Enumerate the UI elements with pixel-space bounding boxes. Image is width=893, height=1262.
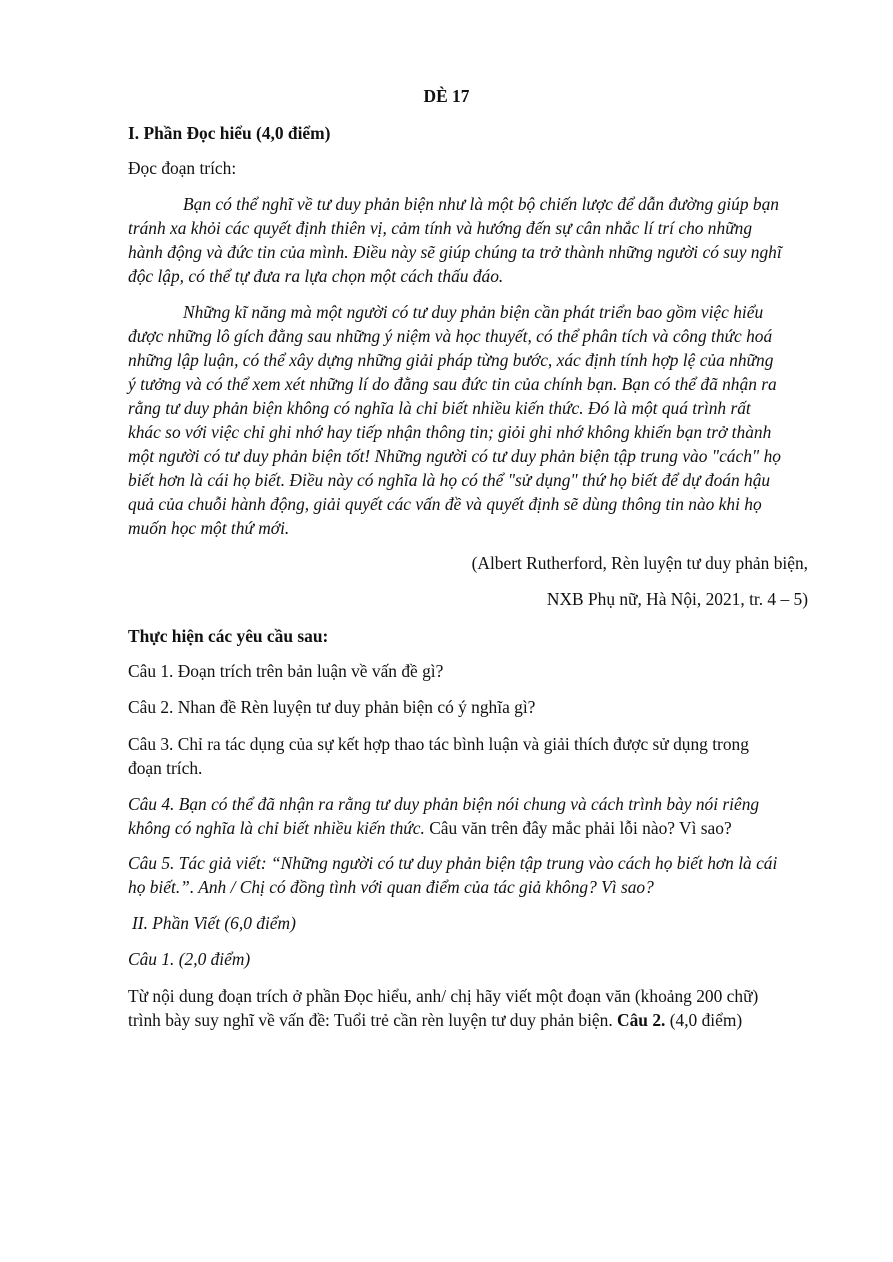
- question-2: Câu 2. Nhan đề Rèn luyện tư duy phản biện có ý nghĩa gì?: [128, 697, 536, 717]
- citation-line: (Albert Rutherford, Rèn luyện tư duy phản biện,: [471, 553, 808, 573]
- writing-question-1-line: Từ nội dung đoạn trích ở phần Đọc hiểu, anh/ chị hãy viết một đoạn văn (khoảng 200 chữ): [128, 986, 759, 1006]
- tasks-heading: Thực hiện các yêu cầu sau:: [128, 626, 329, 646]
- passage-p2-line: Những kĩ năng mà một người có tư duy phản biện cần phát triển bao gồm việc hiểu: [183, 302, 764, 322]
- passage-p2-line: những lập luận, có thể xây dựng những giải pháp từng bước, xác định tính hợp lệ của những: [128, 350, 774, 370]
- passage-p2-line: khác so với việc chỉ ghi nhớ hay tiếp nhận thông tin; giỏi ghi nhớ không khiến bạn trở thành: [128, 422, 772, 442]
- writing-question-1-heading: Câu 1. (2,0 điểm): [128, 949, 251, 969]
- question-4-line: Câu 4. Bạn có thể đã nhận ra rằng tư duy phản biện nói chung và cách trình bày nói riêng: [128, 794, 760, 814]
- passage-p2-line: ý tưởng và có thể xem xét những lí do đằng sau đức tin của chính bạn. Bạn có thể đã nhận ra: [128, 374, 777, 394]
- writing-question-2-label: Câu 2.: [617, 1010, 666, 1030]
- exam-title: DÈ 17: [423, 86, 470, 106]
- question-3-line: Câu 3. Chỉ ra tác dụng của sự kết hợp thao tác bình luận và giải thích được sử dụng trong: [128, 734, 749, 754]
- passage-p1-line: hành động và đức tin của mình. Điều này sẽ giúp chúng ta trở thành những người có suy nghĩ: [128, 242, 782, 262]
- question-5-line: Câu 5. Tác giả viết: “Những người có tư duy phản biện tập trung vào cách họ biết hơn là cái: [128, 853, 778, 873]
- passage-p2-line: quả của chuỗi hành động, giải quyết các vấn đề và quyết định sẽ dùng thông tin nào khi họ: [128, 494, 762, 514]
- passage-p1-line: độc lập, có thể tự đưa ra lựa chọn một cách thấu đáo.: [128, 266, 504, 286]
- passage-p2-line: muốn học một thứ mới.: [128, 518, 290, 538]
- question-1: Câu 1. Đoạn trích trên bản luận về vấn đề gì?: [128, 661, 444, 681]
- question-5-line: họ biết.”. Anh / Chị có đồng tình với quan điểm của tác giả không? Vì sao?: [128, 877, 654, 897]
- passage-p2-line: được những lô gích đằng sau những ý niệm và học thuyết, có thể phân tích và công thức hoá: [128, 326, 773, 346]
- citation-line: NXB Phụ nữ, Hà Nội, 2021, tr. 4 – 5): [546, 589, 808, 609]
- writing-question-1-line: [128, 1010, 742, 1031]
- passage-p1-line: Bạn có thể nghĩ về tư duy phản biện như là một bộ chiến lược để dẫn đường giúp bạn: [183, 194, 779, 214]
- question-4-line: [128, 818, 732, 839]
- question-4-prompt: Câu văn trên đây mắc phải lỗi nào? Vì sao?: [424, 818, 732, 838]
- passage-p2-line: rằng tư duy phản biện không có nghĩa là chỉ biết nhiều kiến thức. Đó là một quá trình rất: [128, 398, 751, 418]
- writing-question-2-points: (4,0 điểm): [665, 1010, 743, 1030]
- passage-p1-line: tránh xa khỏi các quyết định thiên vị, cảm tính và hướng đến sự cân nhắc lí trí cho những: [128, 218, 753, 238]
- writing-question-1-text: trình bày suy nghĩ về vấn đề: Tuổi trẻ cần rèn luyện tư duy phản biện.: [128, 1010, 618, 1030]
- question-4-quote: không có nghĩa là chỉ biết nhiều kiến thức.: [128, 818, 425, 838]
- passage-p2-line: một người có tư duy phản biện tốt! Những người có tư duy phản biện tập trung vào "cách" họ: [128, 446, 781, 466]
- reading-section-heading: I. Phần Đọc hiểu (4,0 điểm): [128, 123, 331, 143]
- reading-intro: Đọc đoạn trích:: [128, 158, 237, 178]
- writing-section-heading: II. Phần Viết (6,0 điểm): [132, 913, 296, 933]
- question-3-line: đoạn trích.: [128, 758, 203, 778]
- passage-p2-line: biết hơn là cái họ biết. Điều này có nghĩa là họ có thể "sử dụng" thứ họ biết để dự đoán hậu: [128, 470, 771, 490]
